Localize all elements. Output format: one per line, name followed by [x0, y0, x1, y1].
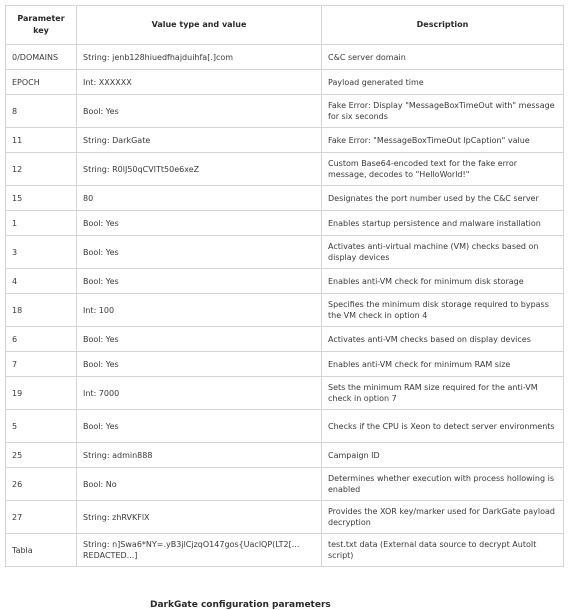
param-key-cell: 5	[6, 410, 77, 443]
value-cell: Int: XXXXXX	[77, 70, 322, 95]
value-cell: String: n]Swa6*NY=.yB3jlCjzqO147gos{UaclQP(LT2[... REDACTED...]	[77, 534, 322, 567]
value-cell: String: zhRVKFlX	[77, 501, 322, 534]
description-cell: Specifies the minimum disk storage required to bypass the VM check in option 4	[322, 294, 564, 327]
description-cell: Fake Error: "MessageBoxTimeOut lpCaption" value	[322, 128, 564, 153]
table-row	[6, 236, 564, 269]
description-cell: C&C server domain	[322, 45, 564, 70]
description-cell: Designates the port number used by the C&C server	[322, 186, 564, 211]
table-row	[6, 534, 564, 567]
param-key-cell: EPOCH	[6, 70, 77, 95]
table-row	[6, 95, 564, 128]
value-cell: Bool: Yes	[77, 236, 322, 269]
description-cell: Activates anti-VM checks based on display devices	[322, 327, 564, 352]
description-cell: Enables startup persistence and malware installation	[322, 211, 564, 236]
param-key-cell: 15	[6, 186, 77, 211]
description-cell: Enables anti-VM check for minimum RAM size	[322, 352, 564, 377]
config-table	[5, 5, 564, 567]
param-key-cell: 25	[6, 443, 77, 468]
value-cell: Bool: Yes	[77, 352, 322, 377]
table-row	[6, 70, 564, 95]
value-cell: Bool: Yes	[77, 327, 322, 352]
param-key-cell: Tabla	[6, 534, 77, 567]
param-key-cell: 19	[6, 377, 77, 410]
value-cell: Bool: Yes	[77, 95, 322, 128]
header-parameter-key: Parameter key	[6, 6, 77, 45]
table-row	[6, 377, 564, 410]
description-cell: Determines whether execution with process hollowing is enabled	[322, 468, 564, 501]
param-key-cell: 18	[6, 294, 77, 327]
description-cell: Custom Base64-encoded text for the fake error message, decodes to "HelloWorld!"	[322, 153, 564, 186]
param-key-cell: 6	[6, 327, 77, 352]
description-cell: test.txt data (External data source to decrypt AutoIt script)	[322, 534, 564, 567]
value-cell: String: R0lJ50qCVITt50e6xeZ	[77, 153, 322, 186]
value-cell: Int: 100	[77, 294, 322, 327]
param-key-cell: 8	[6, 95, 77, 128]
description-cell: Campaign ID	[322, 443, 564, 468]
description-cell: Provides the XOR key/marker used for DarkGate payload decryption	[322, 501, 564, 534]
value-cell: String: jenb128hiuedfhajduihfa[.]com	[77, 45, 322, 70]
value-cell: Bool: Yes	[77, 269, 322, 294]
header-value-type: Value type and value	[77, 6, 322, 45]
table-row	[6, 186, 564, 211]
table-row	[6, 45, 564, 70]
param-key-cell: 0/DOMAINS	[6, 45, 77, 70]
table-caption: DarkGate configuration parameters	[150, 600, 331, 610]
description-cell: Fake Error: Display "MessageBoxTimeOut with" message for six seconds	[322, 95, 564, 128]
table-row	[6, 443, 564, 468]
description-cell: Enables anti-VM check for minimum disk storage	[322, 269, 564, 294]
param-key-cell: 4	[6, 269, 77, 294]
table-row	[6, 410, 564, 443]
description-cell: Activates anti-virtual machine (VM) checks based on display devices	[322, 236, 564, 269]
param-key-cell: 1	[6, 211, 77, 236]
value-cell: Int: 7000	[77, 377, 322, 410]
table-row	[6, 153, 564, 186]
param-key-cell: 27	[6, 501, 77, 534]
description-cell: Sets the minimum RAM size required for the anti-VM check in option 7	[322, 377, 564, 410]
value-cell: String: admin888	[77, 443, 322, 468]
param-key-cell: 12	[6, 153, 77, 186]
value-cell: Bool: Yes	[77, 410, 322, 443]
table-row	[6, 294, 564, 327]
value-cell: String: DarkGate	[77, 128, 322, 153]
table-row	[6, 352, 564, 377]
param-key-cell: 3	[6, 236, 77, 269]
table-row	[6, 327, 564, 352]
value-cell: Bool: Yes	[77, 211, 322, 236]
description-cell: Payload generated time	[322, 70, 564, 95]
param-key-cell: 11	[6, 128, 77, 153]
table-row	[6, 501, 564, 534]
table-row	[6, 269, 564, 294]
header-description: Description	[322, 6, 564, 45]
param-key-cell: 26	[6, 468, 77, 501]
param-key-cell: 7	[6, 352, 77, 377]
header-row	[6, 6, 564, 45]
table-row	[6, 468, 564, 501]
description-cell: Checks if the CPU is Xeon to detect server environments	[322, 410, 564, 443]
table-row	[6, 211, 564, 236]
table-row	[6, 128, 564, 153]
value-cell: Bool: No	[77, 468, 322, 501]
value-cell: 80	[77, 186, 322, 211]
